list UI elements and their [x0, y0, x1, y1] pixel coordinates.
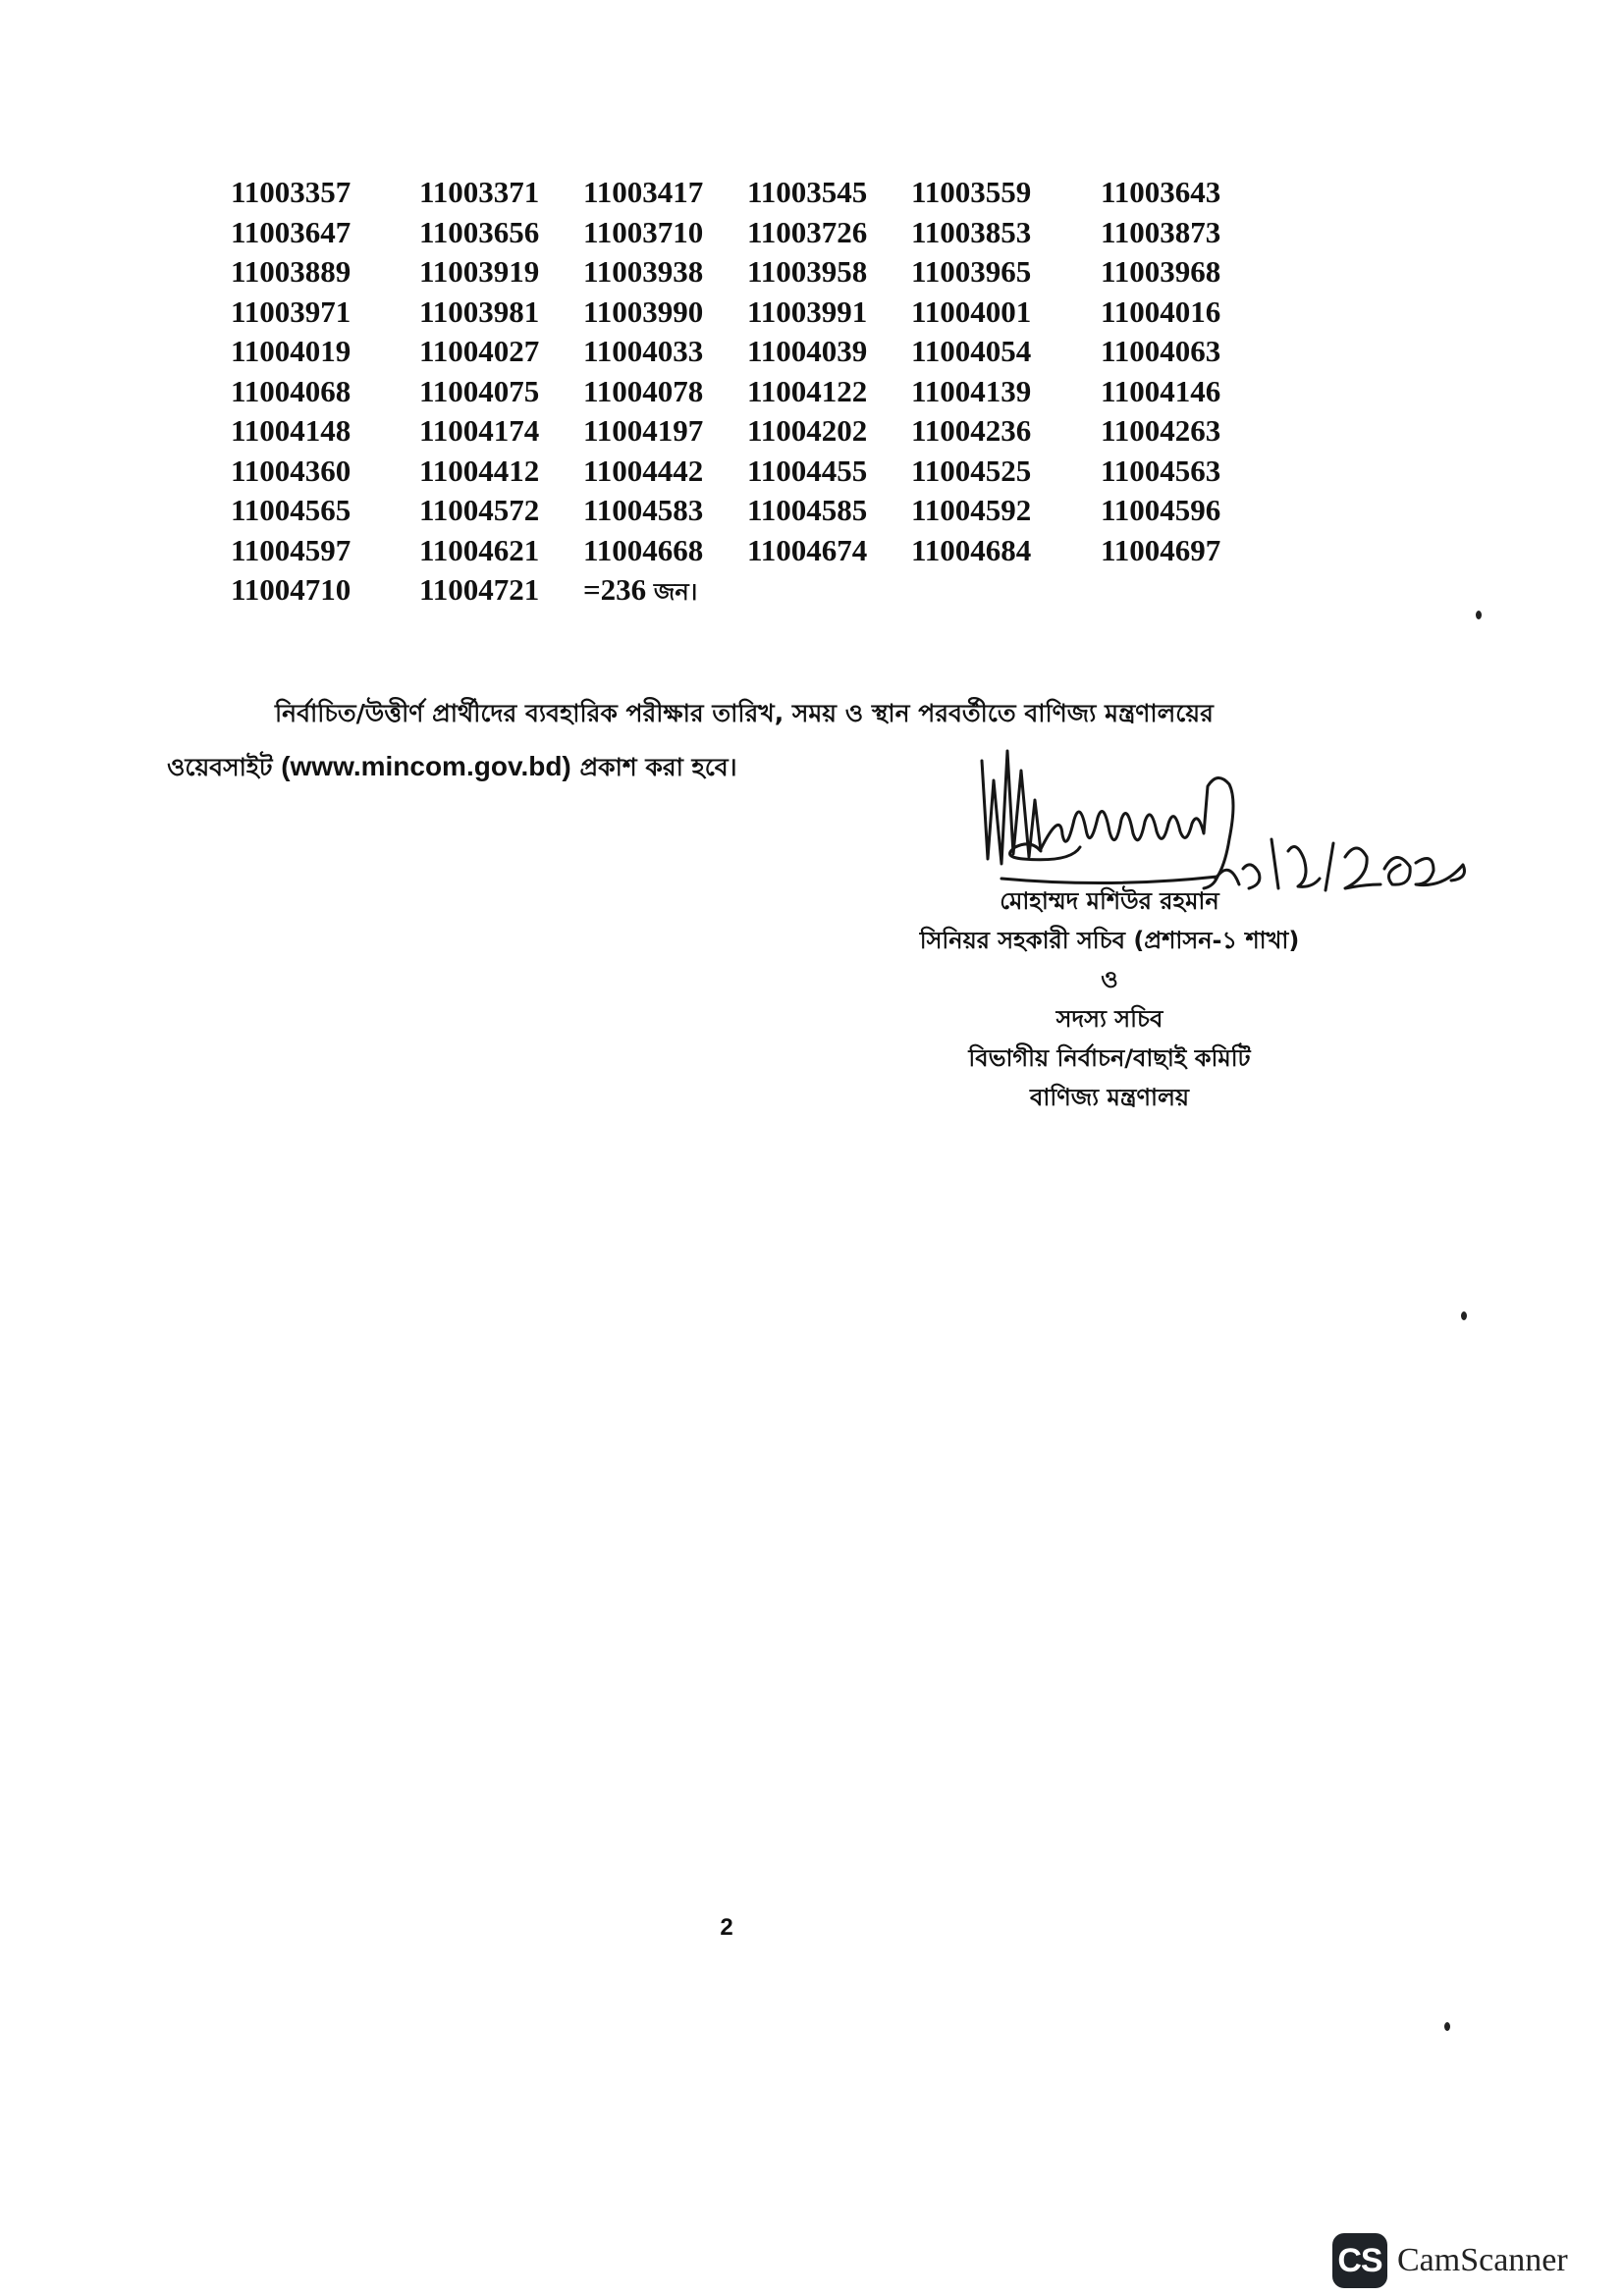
roll-number: 11004139: [911, 373, 1032, 408]
roll-row: [231, 252, 1248, 293]
roll-number: 11003357: [231, 175, 352, 209]
roll-number: 11003559: [911, 175, 1032, 209]
roll-number: 11003371: [419, 175, 540, 209]
roll-number-table: [231, 173, 1248, 613]
roll-number: 11003938: [583, 254, 704, 289]
roll-number: 11004027: [419, 334, 540, 368]
roll-number: 11003656: [419, 214, 540, 249]
roll-number: 11004596: [1101, 493, 1221, 527]
scan-speck: [1461, 1311, 1467, 1320]
roll-row: [231, 491, 1248, 531]
roll-number: 11004710: [231, 572, 352, 607]
roll-number: 11004263: [1101, 413, 1221, 448]
roll-number: 11003965: [911, 254, 1032, 289]
roll-number: 11004360: [231, 453, 352, 488]
roll-number: 11003873: [1101, 214, 1221, 249]
website-link-text: (www.mincom.gov.bd): [281, 751, 571, 781]
page-number: 2: [720, 1914, 733, 1941]
roll-number: 11004039: [747, 334, 868, 368]
roll-number: 11003990: [583, 294, 704, 329]
roll-number: 11003919: [419, 254, 540, 289]
roll-number: 11003981: [419, 294, 540, 329]
roll-number: 11004583: [583, 493, 704, 527]
roll-row: [231, 213, 1248, 253]
roll-number: 11004148: [231, 413, 352, 448]
roll-number: 11004054: [911, 334, 1032, 368]
roll-number: 11003545: [747, 175, 868, 209]
scan-speck: [1476, 611, 1482, 619]
roll-number: 11004146: [1101, 373, 1221, 408]
roll-number: 11004202: [747, 413, 868, 448]
roll-number: 11004525: [911, 453, 1032, 488]
roll-number: 11003726: [747, 214, 868, 249]
roll-number: 11003710: [583, 214, 704, 249]
roll-number: 11004174: [419, 413, 540, 448]
roll-number: 11004075: [419, 373, 540, 408]
total-value: =236: [583, 572, 647, 607]
roll-number: 11004585: [747, 493, 868, 527]
roll-number: 11004442: [583, 453, 704, 488]
signatory-name: মোহাম্মদ মশিউর রহমান: [1000, 887, 1219, 915]
roll-number: 11003991: [747, 294, 868, 329]
roll-number: 11004565: [231, 493, 352, 527]
roll-number: 11004621: [419, 532, 540, 567]
signatory-role: সদস্য সচিব: [1055, 1005, 1163, 1033]
roll-number: 11004721: [419, 572, 540, 607]
roll-number: 11004697: [1101, 532, 1221, 567]
roll-row: [231, 332, 1248, 372]
roll-number: 11004033: [583, 334, 704, 368]
roll-row: [231, 293, 1248, 333]
roll-number: 11004001: [911, 294, 1032, 329]
roll-number: 11004563: [1101, 453, 1221, 488]
roll-number: 11003958: [747, 254, 868, 289]
roll-row: [231, 531, 1248, 571]
camscanner-logo-icon: CS: [1332, 2233, 1387, 2288]
camscanner-watermark: [1332, 2231, 1568, 2290]
roll-number: 11004597: [231, 532, 352, 567]
roll-number: 11003968: [1101, 254, 1221, 289]
roll-row: [231, 452, 1248, 492]
roll-number: 11003853: [911, 214, 1032, 249]
roll-number: 11004592: [911, 493, 1032, 527]
roll-number: 11003417: [583, 175, 704, 209]
roll-number: 11003889: [231, 254, 352, 289]
notice-suffix: প্রকাশ করা হবে।: [579, 753, 737, 781]
roll-number: 11004019: [231, 334, 352, 368]
total-unit: জন।: [653, 578, 698, 606]
roll-number: 11003971: [231, 294, 352, 329]
roll-row: [231, 411, 1248, 452]
signatory-ministry: বাণিজ্য মন্ত্রণালয়: [1030, 1084, 1189, 1111]
total-count: [583, 570, 1248, 613]
signatory-block: [844, 881, 1375, 1117]
roll-row: [231, 173, 1248, 213]
roll-number: 11004068: [231, 373, 352, 408]
roll-row: [231, 372, 1248, 412]
roll-number: 11003647: [231, 214, 352, 249]
roll-number: 11004078: [583, 373, 704, 408]
roll-number: 11004063: [1101, 334, 1221, 368]
roll-number: 11004674: [747, 532, 868, 567]
signatory-title: সিনিয়র সহকারী সচিব (প্রশাসন-১ শাখা): [919, 927, 1300, 954]
notice-text: নির্বাচিত/উত্তীর্ণ প্রার্থীদের ব্যবহারিক পরীক্ষার তারিখ, সময় ও স্থান পরবর্তীতে বাণিজ্য মন্ত্রণালয়ের ওয়েবসাইট: [167, 699, 1214, 781]
roll-row: [231, 570, 1248, 613]
roll-number: 11004122: [747, 373, 868, 408]
roll-number: 11004668: [583, 532, 704, 567]
signatory-committee: বিভাগীয় নির্বাচন/বাছাই কমিটি: [968, 1044, 1251, 1072]
camscanner-brand: CamScanner: [1397, 2242, 1568, 2278]
roll-number: 11004684: [911, 532, 1032, 567]
roll-number: 11004572: [419, 493, 540, 527]
signatory-conjunction: ও: [1101, 966, 1118, 993]
scan-speck: [1444, 2022, 1450, 2031]
roll-number: 11003643: [1101, 175, 1221, 209]
roll-number: 11004412: [419, 453, 540, 488]
roll-number: 11004016: [1101, 294, 1221, 329]
roll-number: 11004197: [583, 413, 704, 448]
roll-number: 11004455: [747, 453, 868, 488]
roll-number: 11004236: [911, 413, 1032, 448]
